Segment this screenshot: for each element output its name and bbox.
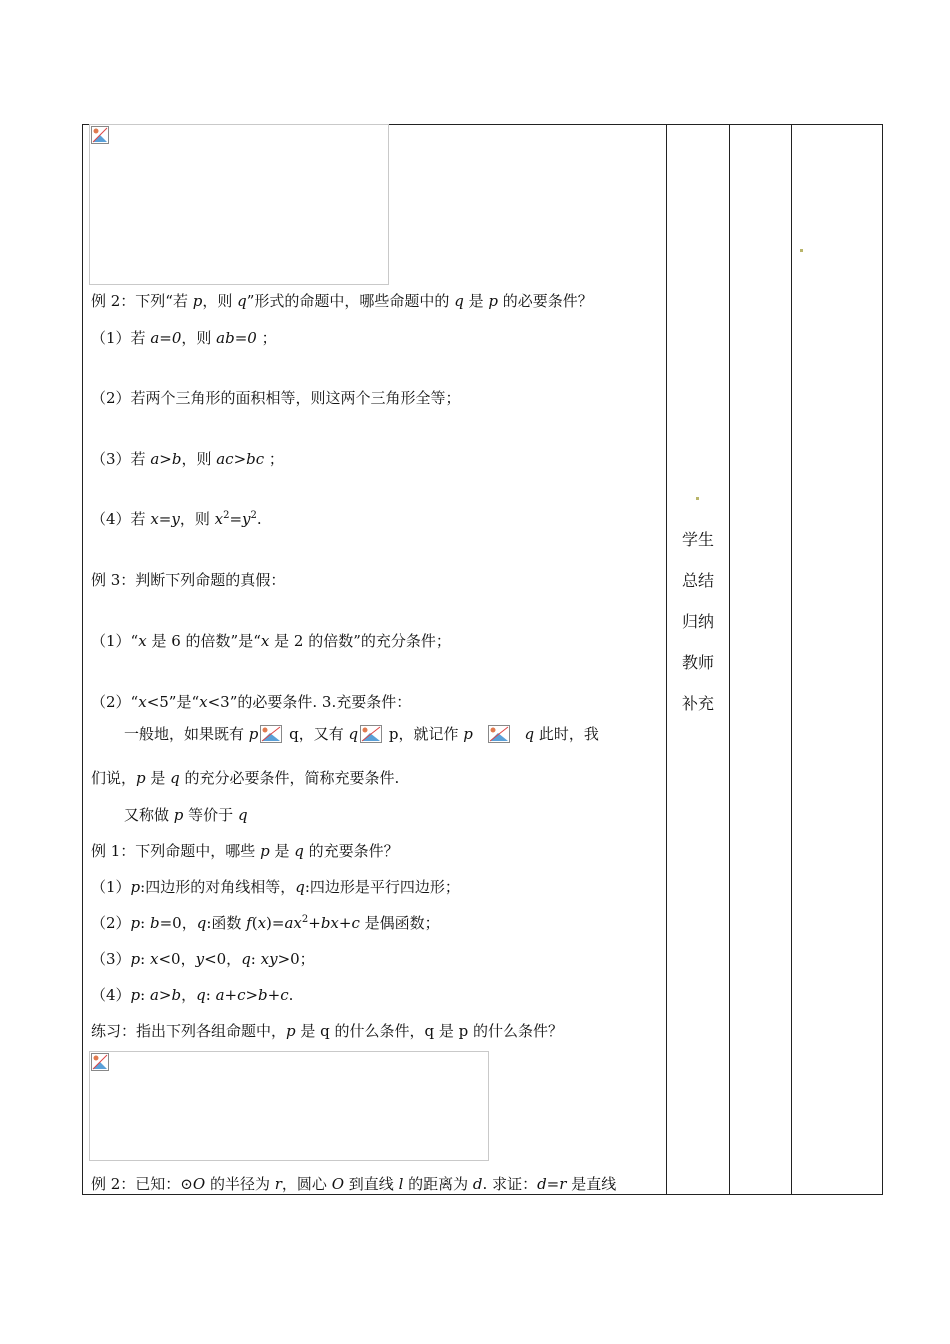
column-divider-2: [729, 124, 730, 1195]
example-1-item-3: （3）p: x<0，y<0，q: xy>0；: [91, 950, 315, 968]
broken-image-icon: [91, 1053, 109, 1071]
example-3-item-1: （1）“x 是 6 的倍数”是“x 是 2 的倍数”的充分条件；: [91, 632, 451, 650]
definition-line-3: 又称做 p 等价于 q: [124, 806, 248, 824]
image-placeholder: [89, 124, 389, 285]
example-2-item-1: （1）若 a=0，则 ab=0 ；: [91, 329, 277, 347]
example-1-item-2: （2）p: b=0，q:函数 $f(x)=ax^2+bx+c$ 是偶函数；: [91, 914, 440, 932]
broken-image-icon: [360, 725, 382, 743]
example-2-item-3: （3）若 a>b，则 ac>bc ；: [91, 450, 284, 468]
broken-image-icon: [260, 725, 282, 743]
side-label-2: 总结: [681, 571, 714, 590]
example-3-item-2: （2）“x<5”是“x<3”的必要条件. 3.充要条件：: [91, 693, 412, 711]
example-1-item-1: （1）p:四边形的对角线相等，q:四边形是平行四边形；: [91, 878, 460, 896]
broken-image-icon: [488, 725, 510, 743]
image-placeholder: [89, 1051, 489, 1161]
definition-line-1: 一般地，如果既有 p q，又有 q p，就记作 p q 此时，我: [124, 725, 599, 743]
example-1-heading: 例 1：下列命题中，哪些 p 是 q 的充要条件？: [91, 842, 399, 860]
example-2-heading: 例 2：下列“若 p，则 q”形式的命题中，哪些命题中的 q 是 p 的必要条件？: [91, 292, 593, 310]
broken-image-icon: [91, 126, 109, 144]
example-2-circle: 例 2：已知：⊙O 的半径为 r，圆心 O 到直线 l 的距离为 d. 求证：d=r 是直线: [91, 1175, 617, 1193]
artifact-dot: [696, 497, 699, 500]
side-label-1: 学生: [681, 530, 714, 549]
side-label-3: 归纳: [681, 612, 714, 631]
practice-heading: 练习：指出下列各组命题中，p 是 q 的什么条件，q 是 p 的什么条件？: [91, 1022, 564, 1040]
column-divider-3: [791, 124, 792, 1195]
side-label-5: 补充: [681, 694, 714, 713]
example-2-item-2: （2）若两个三角形的面积相等，则这两个三角形全等；: [91, 389, 461, 407]
example-1-item-4: （4）p: a>b，q: a+c>b+c.: [91, 986, 294, 1004]
example-2-item-4: （4）若 x=y，则 $x^2=y^2$.: [91, 510, 262, 528]
example-3-heading: 例 3：判断下列命题的真假：: [91, 571, 286, 589]
artifact-dot: [800, 249, 803, 252]
column-divider-1: [666, 124, 667, 1195]
side-label-4: 教师: [681, 653, 714, 672]
definition-line-2: 们说，p 是 q 的充分必要条件，简称充要条件.: [91, 769, 400, 787]
